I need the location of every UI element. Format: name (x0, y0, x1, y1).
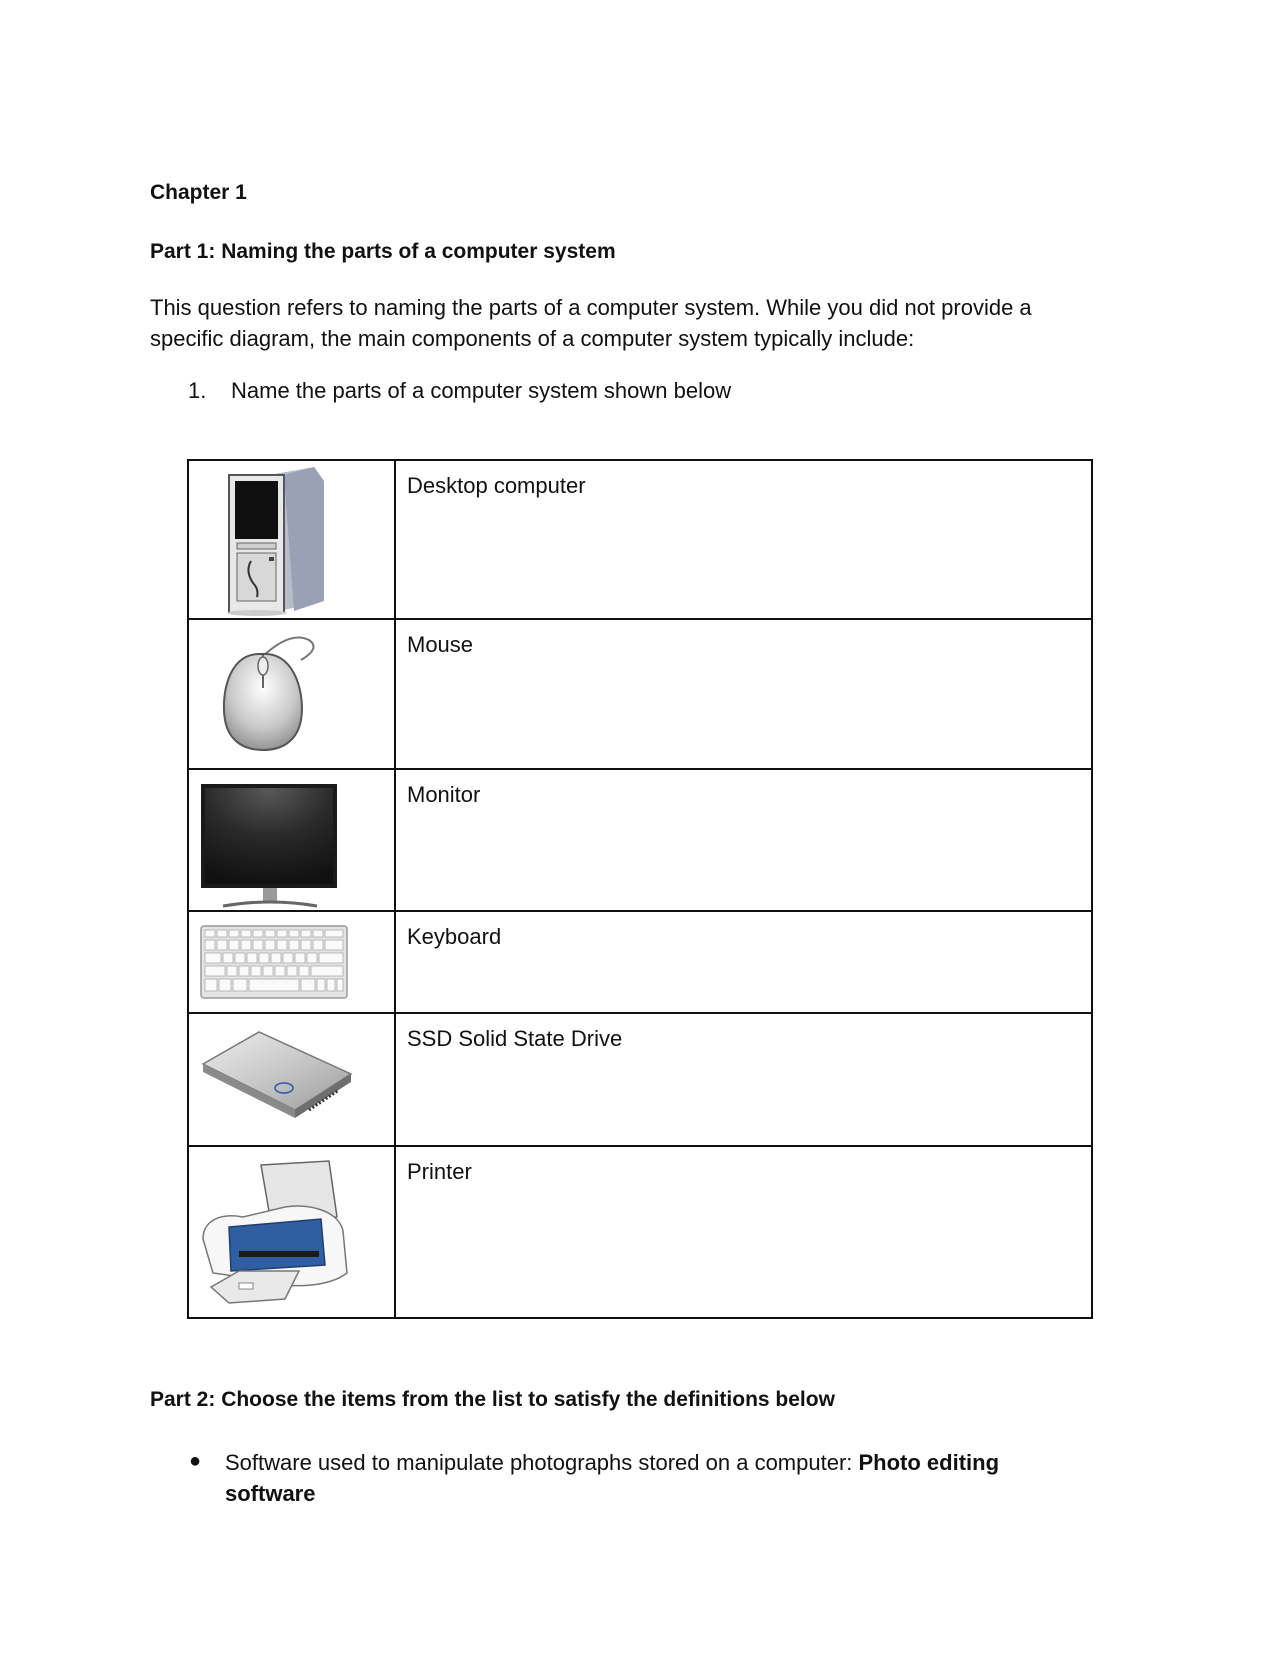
list-item (225, 1447, 1075, 1509)
part1-heading: Part 1: Naming the parts of a computer system (150, 240, 616, 263)
part-label: Keyboard (395, 911, 1092, 1013)
table-row (188, 619, 1092, 769)
table-row (188, 769, 1092, 911)
table-row (188, 911, 1092, 1013)
definition-text: Software used to manipulate photographs stored on a computer: (225, 1450, 859, 1475)
image-cell (188, 769, 395, 911)
image-cell (188, 619, 395, 769)
part-label: Desktop computer (395, 460, 1092, 619)
mouse-icon (189, 620, 394, 770)
part2-heading: Part 2: Choose the items from the list to satisfy the definitions below (150, 1388, 835, 1411)
table-row (188, 460, 1092, 619)
part-label: Mouse (395, 619, 1092, 769)
desktop-tower-icon (189, 461, 394, 620)
part-label: Monitor (395, 769, 1092, 911)
table-row (188, 1146, 1092, 1318)
printer-icon (189, 1147, 394, 1319)
part1-intro: This question refers to naming the parts of a computer system. While you did not provide a specific diagram, the main components of a computer system typically include: (150, 295, 1032, 351)
list-number: 1. (188, 378, 207, 403)
ssd-icon (189, 1014, 394, 1147)
image-cell (188, 460, 395, 619)
chapter-title: Chapter 1 (150, 181, 247, 204)
keyboard-icon (189, 912, 394, 1014)
part-label: Printer (395, 1146, 1092, 1318)
image-cell (188, 1146, 395, 1318)
image-cell (188, 1013, 395, 1146)
answer-text: Photo editing software (225, 1450, 1000, 1506)
parts-table (187, 459, 1093, 1319)
list-item-text: Name the parts of a computer system shown below (231, 378, 732, 403)
image-cell (188, 911, 395, 1013)
part-label: SSD Solid State Drive (395, 1013, 1092, 1146)
bullet-icon: ● (189, 1450, 202, 1472)
table-row (188, 1013, 1092, 1146)
monitor-icon (189, 770, 394, 912)
